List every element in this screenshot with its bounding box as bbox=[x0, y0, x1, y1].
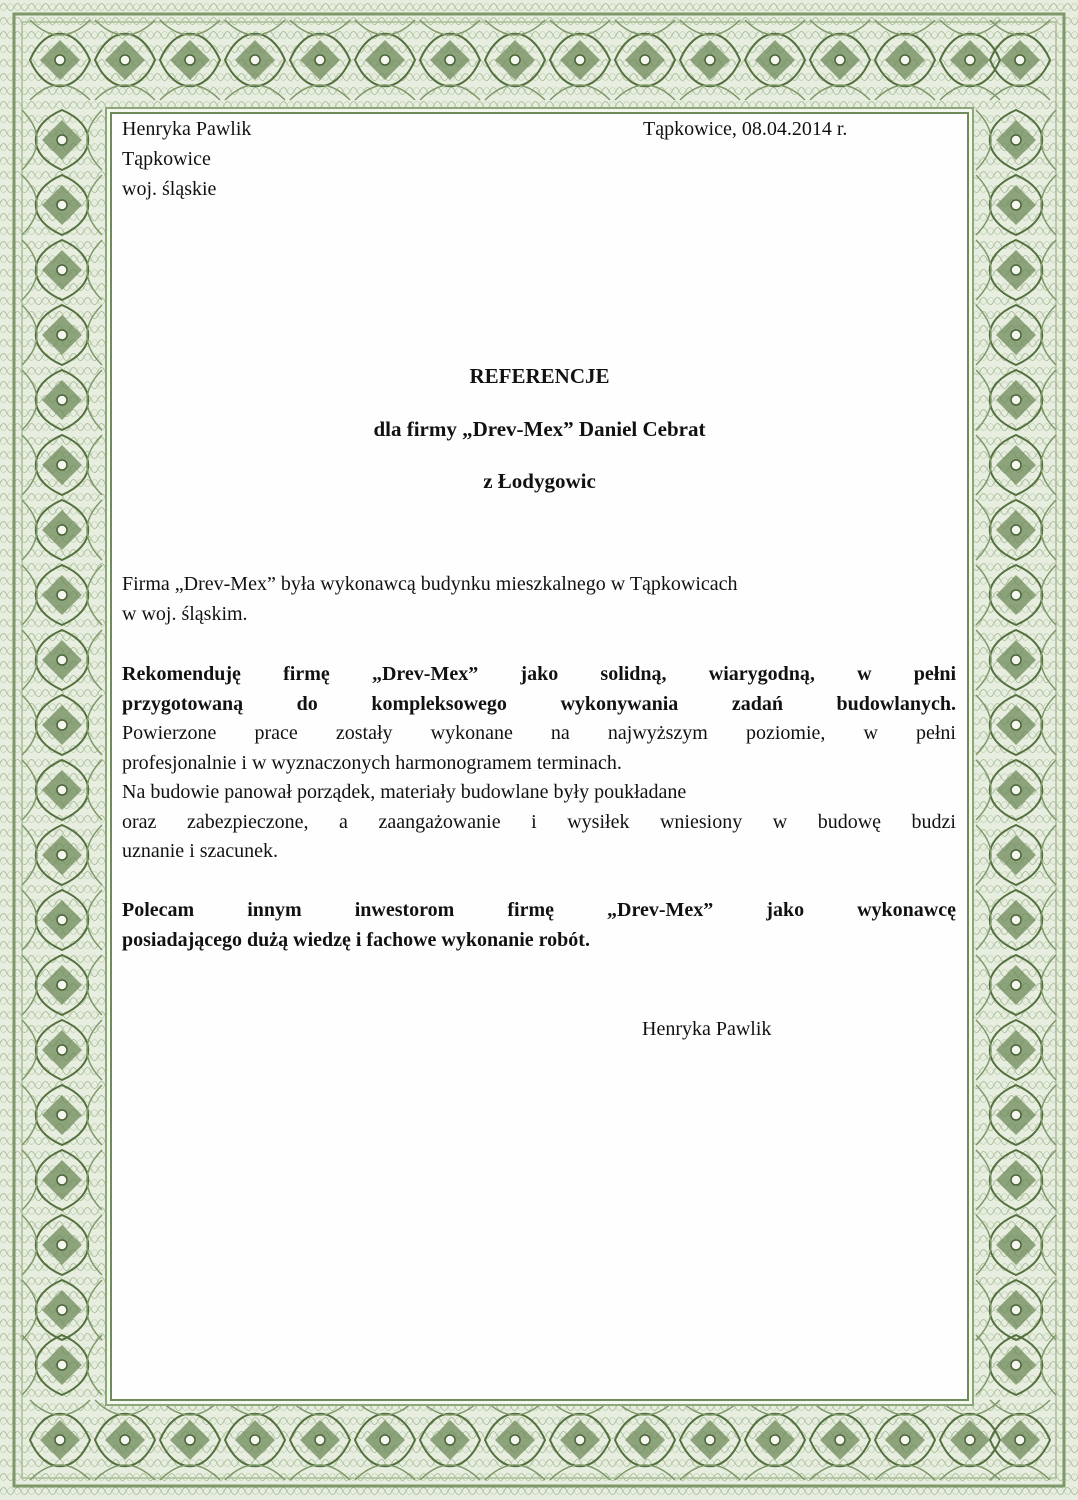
letter-city: z Łodygowic bbox=[483, 469, 596, 493]
sender-name: Henryka Pawlik bbox=[122, 118, 252, 140]
sender-town: Tąpkowice bbox=[122, 148, 211, 170]
sender-address bbox=[122, 114, 251, 204]
signature-name: Henryka Pawlik bbox=[642, 1018, 772, 1040]
paragraph-2 bbox=[122, 660, 956, 867]
paragraph-3-line: posiadającego dużą wiedzę i fachowe wykonanie robót. bbox=[122, 928, 590, 951]
paragraph-2-line: profesjonalnie i w wyznaczonych harmonogramem terminach. bbox=[122, 751, 622, 774]
paragraph-2-line: oraz zabezpieczone, a zaangażowanie i wysiłek wniesiony w budowę budzi bbox=[122, 810, 956, 833]
paragraph-1-line: w woj. śląskim. bbox=[122, 602, 248, 625]
letter-subtitle: dla firmy „Drev-Mex” Daniel Cebrat bbox=[373, 417, 706, 441]
letter-title: REFERENCJE bbox=[469, 364, 610, 388]
paragraph-1-line: Firma „Drev-Mex” była wykonawcą budynku mieszkalnego w Tąpkowicach bbox=[122, 573, 738, 595]
paragraph-2-line: Rekomenduję firmę „Drev-Mex” jako solidną, wiarygodną, w pełni bbox=[122, 663, 956, 685]
paragraph-1 bbox=[122, 570, 956, 629]
paragraph-2-line: przygotowaną do kompleksowego wykonywania zadań budowlanych. bbox=[122, 692, 956, 715]
paragraph-2-line: uznanie i szacunek. bbox=[122, 840, 279, 862]
sender-region: woj. śląskie bbox=[122, 178, 217, 200]
paragraph-3 bbox=[122, 896, 956, 955]
date-line: Tąpkowice, 08.04.2014 r. bbox=[643, 118, 848, 140]
paragraph-3-line: Polecam innym inwestorom firmę „Drev-Mex” jako wykonawcę bbox=[122, 899, 956, 921]
paragraph-2-line: Na budowie panował porządek, materiały budowlane były poukładane bbox=[122, 781, 687, 803]
paragraph-2-line: Powierzone prace zostały wykonane na najwyższym poziomie, w pełni bbox=[122, 722, 956, 744]
